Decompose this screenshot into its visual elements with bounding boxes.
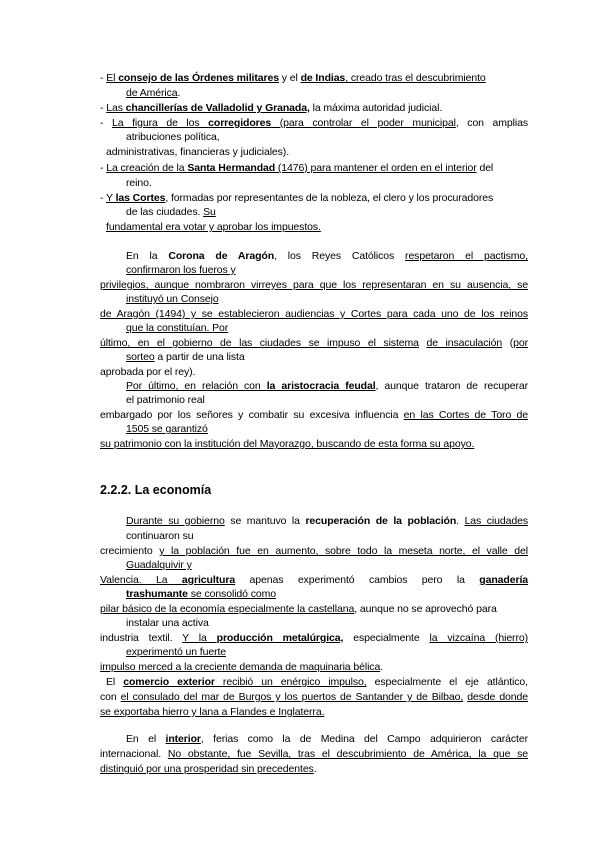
- text-run: confirmaron los fueros y: [126, 264, 236, 276]
- text-run: corregidores: [208, 117, 272, 129]
- text-run: La figura de los: [112, 117, 209, 129]
- text-run: Por: [212, 322, 229, 334]
- list-item-cortes-cont2: [106, 221, 321, 234]
- text-run: la aristocracia feudal: [266, 380, 376, 392]
- text-run: , los Reyes Católicos: [274, 250, 406, 262]
- aragon-line-12: [100, 409, 528, 422]
- text-run: experimentó un fuerte: [126, 646, 227, 658]
- text-run: Las ciudades: [464, 515, 528, 527]
- text-run: privilegios, aunque nombraron virreyes para que los representaran en su ausencia, se: [100, 279, 528, 291]
- economia-line-5: [100, 574, 528, 587]
- text-run: Santa Hermandad: [187, 162, 276, 174]
- aragon-line-6: [126, 322, 228, 335]
- interior-line-1: [126, 733, 528, 746]
- text-run: , aunque trataron de recuperar: [375, 380, 528, 392]
- text-run: ganadería: [479, 574, 529, 586]
- aragon-line-14: [100, 438, 474, 451]
- text-run: recuperación de la población: [305, 515, 457, 527]
- text-run: .: [177, 87, 181, 99]
- aragon-line-9: [100, 366, 195, 379]
- text-run: respetaron el pactismo,: [405, 250, 528, 262]
- list-item-consejos-cont: [126, 87, 180, 100]
- text-run: (1476) para mantener el orden en el interior: [275, 162, 477, 174]
- list-item-santa-hermandad-cont: [126, 177, 152, 190]
- aragon-line-10: [126, 380, 528, 393]
- text-run: Y la: [182, 632, 217, 644]
- text-run: último, en el gobierno de las ciudades se impuso el sistema: [100, 337, 419, 349]
- text-run: de Indias: [300, 72, 346, 84]
- text-run: El: [106, 676, 124, 688]
- text-run: por: [513, 337, 528, 349]
- text-run: a partir de una lista: [154, 351, 245, 363]
- text-run: de insaculación: [426, 337, 503, 349]
- text-run: su patrimonio con la institución del Mayorazgo, buscando de esta forma su apoyo.: [100, 438, 475, 450]
- text-run: .: [313, 763, 317, 775]
- list-item-consejos: [100, 72, 486, 85]
- text-run: de América: [126, 87, 178, 99]
- text-run: aprobada por el rey).: [100, 366, 196, 378]
- text-run: y la población fue en aumento, sobre todo la meseta norte, el valle del: [159, 545, 528, 557]
- text-run: Durante su gobierno: [126, 515, 225, 527]
- economia-line-10: [126, 646, 226, 659]
- text-run: 1505 se garantizó: [126, 423, 208, 435]
- text-run: , ferias como la de Medina del Campo adquirieron carácter: [200, 733, 528, 745]
- aragon-line-5: [100, 308, 528, 321]
- economia-line-11: [100, 661, 383, 674]
- text-run: comercio exterior: [123, 676, 215, 688]
- text-run: (: [502, 337, 514, 349]
- text-run: Por último, en relación con: [126, 380, 267, 392]
- text-run: En el: [126, 733, 166, 745]
- text-run: de las ciudades.: [126, 206, 204, 218]
- text-run: la vizcaína (hierro): [429, 632, 528, 644]
- list-item-chancillerias: [100, 102, 442, 115]
- economia-line-2: [126, 530, 193, 543]
- text-run: (para controlar el poder municipal: [271, 117, 456, 129]
- text-run: se mantuvo la: [224, 515, 306, 527]
- text-run: , con amplias: [455, 117, 528, 129]
- text-run: las Cortes: [115, 192, 166, 204]
- aragon-line-3: [100, 279, 528, 292]
- comercio-line-3: [100, 706, 324, 719]
- list-item-cortes: [100, 192, 493, 205]
- text-run: con: [100, 691, 121, 703]
- interior-line-2: [100, 748, 528, 761]
- text-run: internacional.: [100, 748, 168, 760]
- aragon-line-7: [100, 337, 528, 350]
- economia-line-4: [126, 559, 192, 572]
- bullet-dash: -: [100, 102, 107, 114]
- text-run: especialmente el eje atlántico,: [366, 676, 528, 688]
- text-run: desde donde: [467, 691, 529, 703]
- list-item-corregidores-cont: [126, 131, 220, 144]
- text-run: apenas experimentó cambios pero la: [235, 574, 480, 586]
- text-run: el patrimonio real: [126, 394, 205, 406]
- text-run: .: [456, 515, 465, 527]
- aragon-line-4: [126, 293, 219, 306]
- text-run: fundamental era votar y aprobar los impuestos.: [106, 221, 321, 233]
- text-run: consejo de las Órdenes militares: [118, 72, 279, 84]
- aragon-line-2: [126, 264, 236, 277]
- text-run: el consulado del mar de Burgos y los puertos de Santander y de Bilbao,: [120, 691, 464, 703]
- text-run: en las Cortes de Toro de: [403, 409, 528, 421]
- text-run: especialmente: [343, 632, 430, 644]
- interior-line-3: [100, 763, 317, 776]
- text-run: distinguió por una prosperidad sin precedentes: [100, 763, 314, 775]
- text-run: , formadas por representantes de la nobleza, el clero y los procuradores: [165, 192, 494, 204]
- comercio-line-2: [100, 691, 528, 704]
- text-run: trashumante: [126, 588, 188, 600]
- aragon-line-8: [126, 351, 245, 364]
- economia-line-3: [100, 545, 528, 558]
- text-run: recibió un enérgico impulso,: [214, 676, 367, 688]
- text-run: instalar una activa: [126, 617, 209, 629]
- text-run: Su: [203, 206, 216, 218]
- bullet-dash: -: [100, 117, 112, 129]
- aragon-line-11: [126, 394, 205, 407]
- text-run: atribuciones política,: [126, 131, 220, 143]
- list-item-corregidores: [100, 117, 528, 130]
- text-run: reino.: [126, 177, 152, 189]
- text-run: Corona de Aragón: [168, 250, 275, 262]
- text-run: Valencia. La: [100, 574, 182, 586]
- text-run: El: [106, 72, 119, 84]
- section-heading: 2.2.2. La economía: [100, 483, 212, 497]
- text-run: del: [476, 162, 494, 174]
- text-run: crecimiento: [100, 545, 153, 557]
- text-run: Y: [106, 192, 116, 204]
- text-run: No obstante, fue Sevilla, tras el descubrimiento de América, la que se: [167, 748, 529, 760]
- text-run: industria textil.: [100, 632, 183, 644]
- economia-line-7: [100, 603, 497, 616]
- text-run: impulso merced a la creciente demanda de maquinaria bélica: [100, 661, 381, 673]
- text-run: de Aragón (1494) y se establecieron audiencias y Cortes para cada uno de los reinos: [100, 308, 528, 320]
- text-run: que la constituían.: [126, 322, 213, 334]
- economia-line-8: [126, 617, 209, 630]
- list-item-corregidores-cont2: [106, 146, 289, 159]
- aragon-line-1: [126, 250, 528, 263]
- text-run: la máxima autoridad judicial.: [309, 102, 443, 114]
- text-run: agricultura: [181, 574, 236, 586]
- economia-line-6: [126, 588, 276, 601]
- text-run: Las: [106, 102, 126, 114]
- text-run: continuaron su: [126, 530, 194, 542]
- text-run: interior: [165, 733, 201, 745]
- bullet-dash: -: [100, 162, 107, 174]
- text-run: producción metalúrgica,: [216, 632, 344, 644]
- text-run: chancillerías de Valladolid y Granada,: [125, 102, 310, 114]
- text-run: administrativas, financieras y judiciales).: [106, 146, 290, 158]
- text-run: En la: [126, 250, 169, 262]
- economia-line-1: [126, 515, 528, 528]
- list-item-cortes-cont: [126, 206, 216, 219]
- bullet-dash: -: [100, 192, 107, 204]
- bullet-dash: -: [100, 72, 107, 84]
- text-run: Guadalquivir y: [126, 559, 192, 571]
- aragon-line-13: [126, 423, 208, 436]
- text-run: y el: [278, 72, 301, 84]
- text-run: se exportaba hierro y lana a Flandes e Inglaterra.: [100, 706, 325, 718]
- economia-line-9: [100, 632, 528, 645]
- text-run: pilar básico de la economía especialmente la castellana: [100, 603, 355, 615]
- text-run: embargado por los señores y combatir su excesiva influencia: [100, 409, 404, 421]
- comercio-line-1: [106, 676, 528, 689]
- text-run: se consolidó como: [187, 588, 277, 600]
- text-run: .: [380, 661, 384, 673]
- text-run: sorteo: [126, 351, 155, 363]
- list-item-santa-hermandad: [100, 162, 493, 175]
- text-run: La creación de la: [106, 162, 188, 174]
- text-run: , aunque no se aprovechó para: [354, 603, 497, 615]
- text-run: instituyó un Consejo: [126, 293, 219, 305]
- text-run: , creado tras el descubrimiento: [345, 72, 486, 84]
